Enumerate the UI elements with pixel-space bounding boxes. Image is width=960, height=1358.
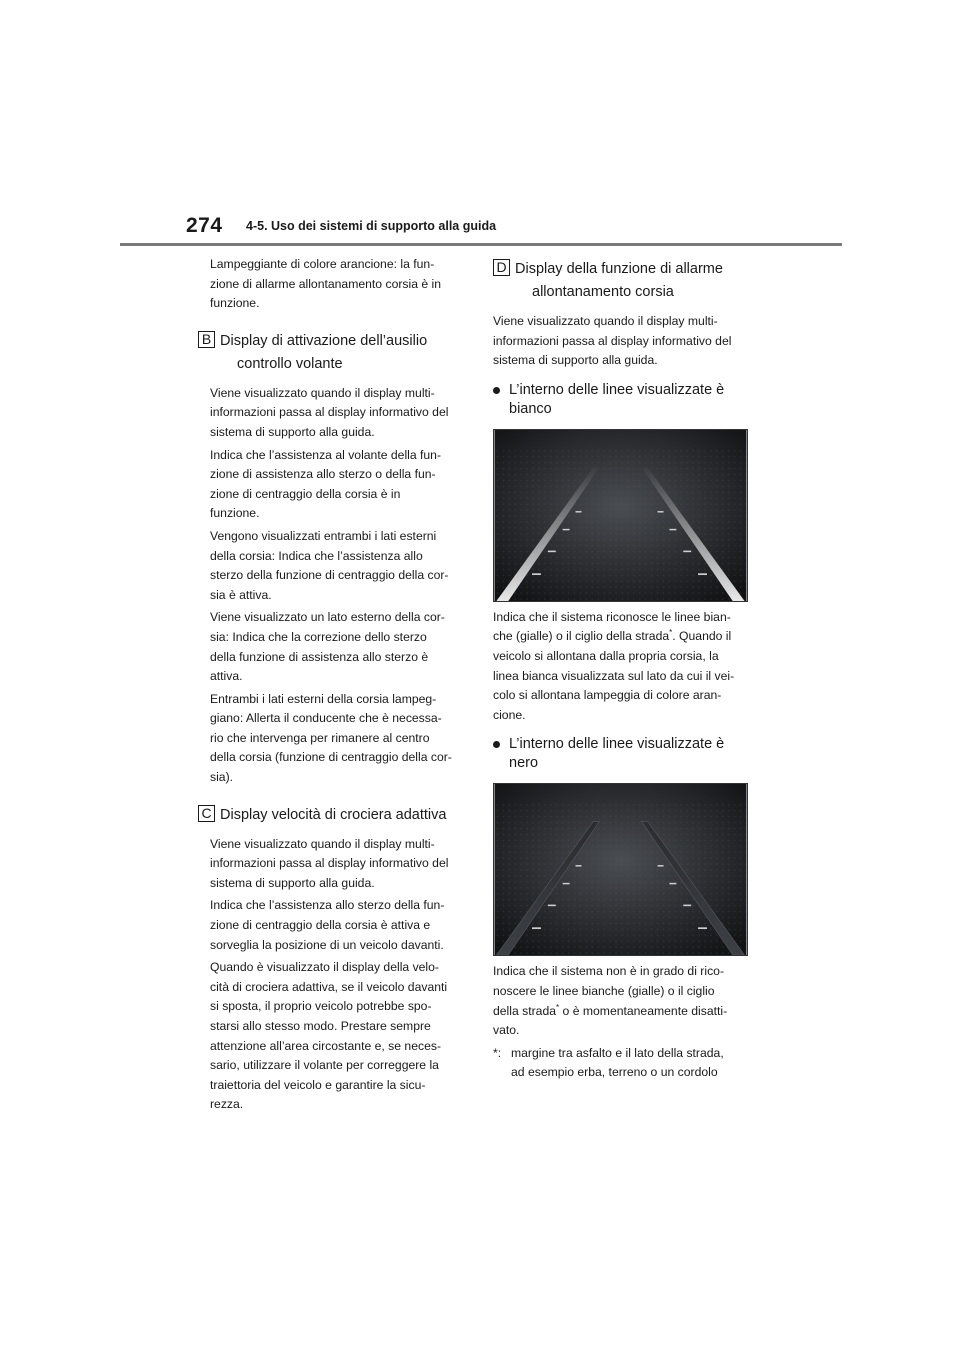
black-desc-footnote-star: * [556, 1002, 560, 1012]
bullet-white-line2: bianco [509, 400, 552, 417]
section-b-paragraph-2: Indica che l’assistenza al volante della fun- zione di assistenza allo sterzo o della fun- zione di centraggio della corsia è in funzione. [210, 447, 442, 521]
section-c-heading [198, 804, 468, 827]
bullet-black-line1: L’interno delle linee visualizzate è [509, 736, 725, 753]
intro-paragraph: Lampeggiante di colore arancione: la fun- zione di allarme allontanamento corsia è in funzione. [210, 257, 442, 311]
section-b-paragraph-4: Viene visualizzato un lato esterno della cor- sia: Indica che la correzione dello sterzo della funzione di assistenza allo sterzo è attiva. [210, 610, 445, 684]
bullet-black-lines [493, 735, 751, 773]
lane-display-white-image [493, 429, 748, 602]
lane-display-black-image [493, 783, 748, 956]
section-c-badge: C [198, 805, 215, 822]
black-desc-part-a: Indica che il sistema non è in grado di rico- noscere le linee bianche (gialle) o il ciglio della strada [493, 964, 725, 1018]
bullet-dot-icon [493, 741, 500, 748]
bullet-white-line1: L’interno delle linee visualizzate è [509, 381, 725, 398]
footnote-text: margine tra asfalto e il lato della strada, ad esempio erba, terreno o un cordolo [511, 1045, 724, 1080]
white-desc-part-c: veicolo si allontana dalla propria corsia, la linea bianca visualizzata sul lato da cui il vei- colo si allontana lampeggia di colore aran- cione. [493, 648, 735, 722]
section-c-paragraph-1: Viene visualizzato quando il display multi- informazioni passa al display informativo del sistema di supporto alla guida. [210, 836, 449, 890]
section-d-badge: D [493, 259, 510, 276]
section-d-title-line2: allontanamento corsia [532, 284, 674, 300]
footnote [493, 1044, 751, 1083]
white-desc-part-a: Indica che il sistema riconosce le linee bian- che (gialle) o il ciglio della strada [493, 609, 731, 644]
header-rule [120, 243, 842, 246]
section-b-heading [198, 330, 468, 376]
white-desc-part-b: . Quando il [672, 629, 732, 644]
section-b-title-line1: Display di attivazione dell’ausilio [220, 332, 428, 349]
bullet-dot-icon [493, 387, 500, 394]
section-d-paragraph-1: Viene visualizzato quando il display multi- informazioni passa al display informativo del sistema di supporto alla guida. [493, 314, 732, 368]
section-title: 4-5. Uso dei sistemi di supporto alla guida [246, 219, 497, 233]
black-lines-description [493, 962, 751, 1040]
bullet-black-line2: nero [509, 755, 539, 772]
right-column [493, 255, 751, 1083]
section-c-paragraph-3: Quando è visualizzato il display della velo- cità di crociera adattiva, se il veicolo davanti si sposta, il proprio veicolo potrebbe spo- starsi allo stesso modo. Prestare sempre attenzione all’area circostante e, se neces- sario, utilizzare il volante per correggere la traiettoria del veicolo e garantire la sicu- rezza. [210, 960, 448, 1112]
section-b-paragraph-5: Entrambi i lati esterni della corsia lampeg- giano: Allerta il conducente che è necessa- rio che intervenga per rimanere al centro della corsia (funzione di centraggio della cor- sia). [210, 691, 452, 785]
white-lines-description [493, 608, 751, 726]
section-c-title: Display velocità di crociera adattiva [220, 806, 447, 823]
section-b-paragraph-3: Vengono visualizzati entrambi i lati esterni della corsia: Indica che l’assistenza allo sterzo della funzione di centraggio della cor- sia è attiva. [210, 528, 449, 602]
white-desc-footnote-star: * [669, 628, 673, 638]
black-desc-part-b: o è momentaneamente disatti- vato. [493, 1003, 728, 1038]
section-b-title-line2: controllo volante [237, 355, 343, 372]
footnote-mark: *: [493, 1045, 502, 1060]
section-b-badge: B [198, 331, 215, 348]
left-column [201, 255, 468, 1118]
section-d-heading [493, 258, 751, 304]
page-number: 274 [186, 214, 223, 237]
bullet-white-lines [493, 381, 751, 419]
section-d-title-line1: Display della funzione di allarme [515, 261, 723, 277]
section-c-paragraph-2: Indica che l’assistenza allo sterzo della fun- zione di centraggio della corsia è attiva e sorveglia la posizione di un veicolo davanti. [210, 898, 445, 952]
section-b-paragraph-1: Viene visualizzato quando il display multi- informazioni passa al display informativo del sistema di supporto alla guida. [210, 385, 449, 439]
